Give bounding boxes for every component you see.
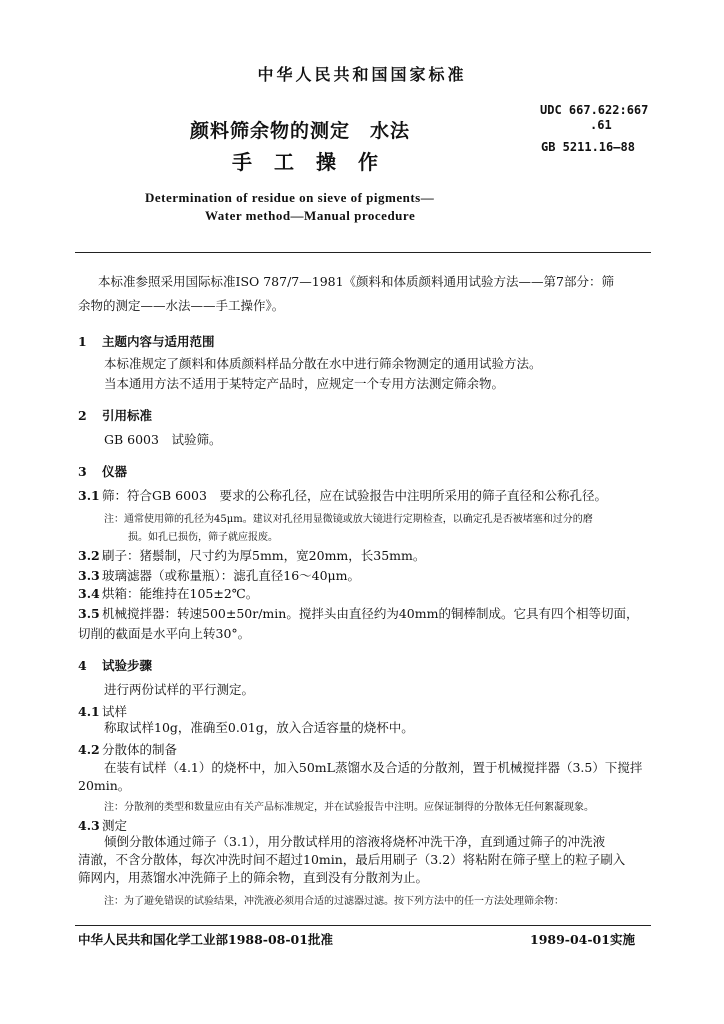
clause-4-2-note: 注：分散剂的类型和数量应由有关产品标准规定，并在试验报告中注明。应保证制得的分散体无任何絮凝现象。 (104, 802, 594, 813)
intro-line2: 余物的测定——水法——手工操作》。 (78, 298, 285, 313)
clause-number: 4.1 (78, 704, 100, 719)
clause-text: 烘箱：能维持在105±2℃。 (102, 586, 259, 601)
section-4-heading (78, 656, 152, 674)
clause-text: 筛：符合GB 6003 要求的公称孔径，应在试验报告中注明所采用的筛子直径和公称孔径。 (102, 488, 607, 503)
english-title-line1: Determination of residue on sieve of pigments— (145, 190, 435, 205)
section-1-para1: 本标准规定了颜料和体质颜料样品分散在水中进行筛余物测定的通用试验方法。 (104, 356, 542, 371)
section-number: 2 (78, 408, 87, 423)
clause-4-2-heading (78, 740, 177, 758)
section-number: 4 (78, 658, 87, 673)
clause-4-3-note: 注：为了避免错误的试验结果，冲洗液必须用合适的过滤器过滤。按下列方法中的任一方法处理筛余物： (104, 896, 564, 907)
clause-3-3 (78, 568, 360, 584)
clause-3-1-note-line1: 注：通常使用筛的孔径为45μm。建议对孔径用显微镜或放大镜进行定期检查，以确定孔是否被堵塞和过分的磨 (104, 514, 593, 525)
udc-code (540, 103, 648, 133)
footer-divider (75, 925, 651, 926)
clause-4-3-heading (78, 816, 127, 834)
section-number: 1 (78, 334, 87, 349)
section-4-para1: 进行两份试样的平行测定。 (104, 682, 255, 697)
clause-number: 3.2 (78, 548, 100, 563)
clause-4-3-text-line1: 倾倒分散体通过筛子（3.1），用分散试样用的溶液将烧杯冲洗干净，直到通过筛子的冲洗液 (104, 834, 606, 849)
clause-title: 分散体的制备 (102, 742, 178, 757)
clause-title: 测定 (102, 818, 128, 833)
clause-text: 刷子：猪鬃制，尺寸约为厚5mm，宽20mm，长35mm。 (102, 548, 426, 563)
standard-title: 颜料筛余物的测定 水法 (190, 120, 411, 142)
clause-3-4 (78, 586, 258, 602)
section-1-para2: 当本通用方法不适用于某特定产品时，应规定一个专用方法测定筛余物。 (104, 376, 505, 391)
clause-4-2-text-line2: 20min。 (78, 778, 131, 793)
clause-number: 4.2 (78, 742, 100, 757)
clause-number: 3.4 (78, 586, 100, 601)
english-title-line2: Water method—Manual procedure (205, 208, 416, 223)
clause-3-2 (78, 548, 425, 564)
issuing-agency: 中华人民共和国国家标准 (257, 65, 467, 84)
clause-3-1-note-line2: 损。如孔已损伤，筛子就应报废。 (128, 532, 278, 543)
clause-4-3-text-line2: 清澈，不含分散体，每次冲洗时间不超过10min，最后用刷子（3.2）将粘附在筛子壁上的粒子刷入 (78, 852, 626, 867)
approval-statement: 中华人民共和国化学工业部1988-08-01批准 (78, 932, 333, 947)
section-title: 仪器 (102, 464, 128, 479)
clause-text: 玻璃滤器（或称量瓶）：滤孔直径16～40μm。 (102, 568, 361, 583)
clause-title: 试样 (102, 704, 128, 719)
section-1-heading (78, 332, 215, 350)
clause-number: 3.5 (78, 606, 100, 621)
clause-number: 3.3 (78, 568, 100, 583)
clause-4-3-text-line3: 筛网内，用蒸馏水冲洗筛子上的筛余物，直到没有分散剂为止。 (78, 870, 429, 885)
clause-3-1 (78, 488, 607, 504)
udc-line2: .61 (590, 118, 612, 132)
clause-4-1-text: 称取试样10g，准确至0.01g，放入合适容量的烧杯中。 (104, 720, 414, 735)
udc-line1: UDC 667.622:667 (540, 103, 649, 117)
clause-number: 4.3 (78, 818, 100, 833)
effective-date: 1989-04-01实施 (530, 932, 635, 947)
clause-number: 3.1 (78, 488, 100, 503)
section-title: 引用标准 (102, 408, 153, 423)
section-number: 3 (78, 464, 87, 479)
intro-line1: 本标准参照采用国际标准ISO 787/7—1981《颜料和体质颜料通用试验方法——第7部分：筛 (98, 274, 615, 289)
section-2-heading (78, 406, 152, 424)
clause-3-5 (78, 606, 638, 622)
header-divider (75, 252, 651, 253)
section-2-para1: GB 6003 试验筛。 (104, 432, 222, 447)
clause-4-2-text-line1: 在装有试样（4.1）的烧杯中，加入50mL蒸馏水及合适的分散剂，置于机械搅拌器（3.5）下搅拌 (104, 760, 643, 775)
section-title: 试验步骤 (102, 658, 153, 673)
gb-number: GB 5211.16—88 (541, 140, 635, 154)
section-3-heading (78, 462, 127, 480)
clause-4-1-heading (78, 702, 127, 720)
clause-text: 机械搅拌器：转速500±50r/min。搅拌头由直径约为40mm的铜棒制成。它具有四个相等切面， (102, 606, 639, 621)
standard-subtitle: 手工操作 (232, 150, 400, 174)
clause-3-5-continued: 切削的截面是水平向上转30°。 (78, 626, 251, 641)
section-title: 主题内容与适用范围 (102, 334, 215, 349)
